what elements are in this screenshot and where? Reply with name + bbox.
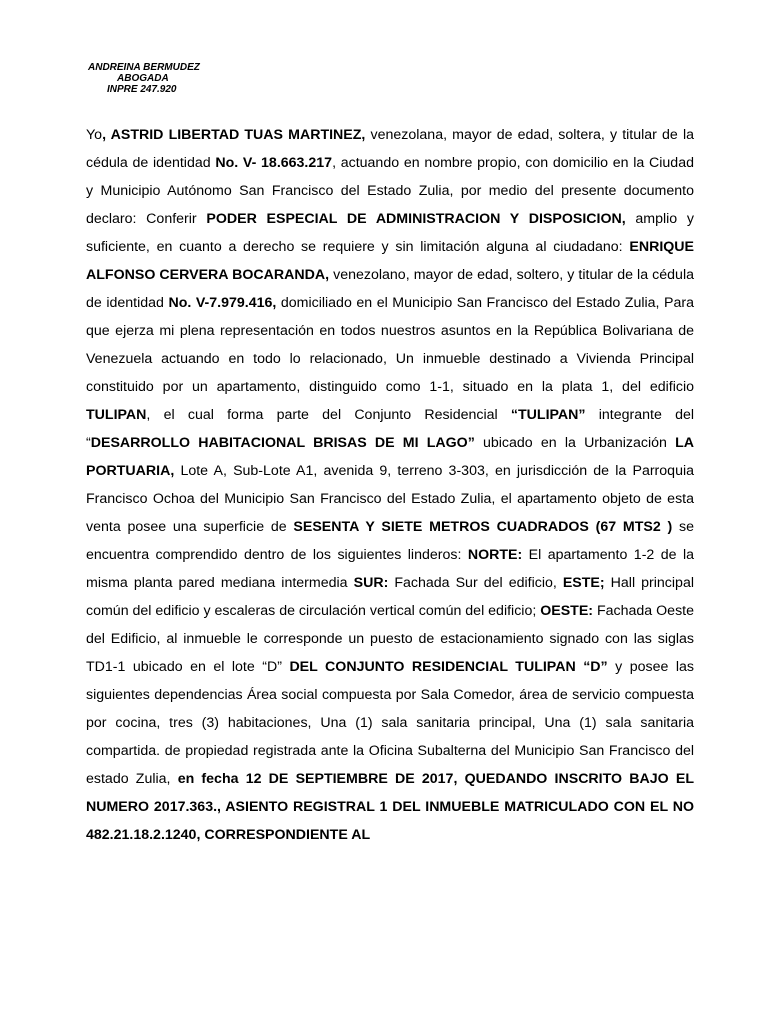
text-run-bold: No. V- 18.663.217 bbox=[215, 155, 333, 171]
text-run-bold: SESENTA Y SIETE METROS CUADRADOS (67 MTS2 ) bbox=[293, 519, 673, 535]
document-body bbox=[86, 121, 694, 849]
text-run-bold: DEL CONJUNTO RESIDENCIAL TULIPAN “D” bbox=[289, 659, 608, 675]
text-run-bold: TULIPAN bbox=[86, 407, 147, 423]
text-run-bold: LA PORTUARIA, bbox=[86, 435, 694, 479]
text-run-bold: ENRIQUE ALFONSO CERVERA BOCARANDA, bbox=[86, 239, 694, 283]
text-run-bold: ESTE; bbox=[562, 575, 605, 591]
lawyer-inpre: INPRE 247.920 bbox=[107, 84, 177, 95]
text-run: venezolano, mayor de edad, soltero, y titular de la cédula de identidad bbox=[86, 267, 694, 311]
text-run: Hall principal común del edificio y escaleras de circulación vertical común del edificio; bbox=[86, 575, 694, 619]
text-run: venezolana, mayor de edad, soltera, y titular de la cédula de identidad bbox=[86, 127, 694, 171]
text-run: Fachada Sur del edificio, bbox=[388, 575, 563, 591]
text-run-bold: “TULIPAN” bbox=[510, 407, 586, 423]
text-run: Yo bbox=[86, 127, 103, 143]
text-run-bold: OESTE: bbox=[540, 603, 594, 619]
text-run: ubicado en la Urbanización bbox=[474, 435, 676, 451]
text-run-bold: en fecha 12 DE SEPTIEMBRE DE 2017, QUEDANDO INSCRITO BAJO EL NUMERO 2017.363., ASIENTO REGISTRAL 1 DEL INMUEBLE MATRICULADO CON EL NO 482.21.18.2.1240, CORRESPONDIENTE AL bbox=[86, 771, 694, 843]
text-run-bold: SUR: bbox=[353, 575, 389, 591]
text-run-bold: No. V-7.979.416, bbox=[168, 295, 277, 311]
lawyer-name: ANDREINA BERMUDEZ bbox=[88, 62, 200, 73]
text-run: , el cual forma parte del Conjunto Residencial bbox=[146, 407, 511, 423]
text-run: , actuando en nombre propio, con domicilio en la Ciudad y Municipio Autónomo San Francisco del Estado Zulia, por medio del presente documento declaro: Conferir bbox=[86, 155, 694, 227]
text-run-bold: NORTE: bbox=[467, 547, 523, 563]
letterhead bbox=[80, 62, 200, 95]
text-run-bold: DESARROLLO HABITACIONAL BRISAS DE MI LAGO” bbox=[90, 435, 475, 451]
text-run: domiciliado en el Municipio San Francisco del Estado Zulia, Para que ejerza mi plena representación en todos nuestros asuntos en la República Bolivariana de Venezuela actuando en todo lo relacionado, Un inmueble destinado a Vivienda Principal constituido por un apartamento, distinguido como 1-1, situado en la plata 1, del edificio bbox=[86, 295, 694, 395]
text-run: Lote A, Sub-Lote A1, avenida 9, terreno 3-303, en jurisdicción de la Parroquia Francisco Ochoa del Municipio San Francisco del Estado Zulia, el apartamento objeto de esta venta posee una superficie de bbox=[86, 463, 694, 535]
text-run: y posee las siguientes dependencias Área social compuesta por Sala Comedor, área de servicio compuesta por cocina, tres (3) habitaciones, Una (1) sala sanitaria principal, Una (1) sala sanitaria compartida. de propiedad registrada ante la Oficina Subalterna del Municipio San Francisco del estado Zulia, bbox=[86, 659, 694, 787]
text-run: Fachada Oeste del Edificio, al inmueble le corresponde un puesto de estacionamiento signado con las siglas TD1-1 ubicado en el lote “D” bbox=[86, 603, 694, 675]
text-run: amplio y suficiente, en cuanto a derecho se requiere y sin limitación alguna al ciudadano: bbox=[86, 211, 694, 255]
text-run-bold: , ASTRID LIBERTAD TUAS MARTINEZ, bbox=[102, 127, 366, 143]
text-run: integrante del “ bbox=[86, 407, 695, 451]
text-run: se encuentra comprendido dentro de los siguientes linderos: bbox=[86, 519, 694, 563]
lawyer-title: ABOGADA bbox=[117, 73, 169, 84]
text-run-bold: PODER ESPECIAL DE ADMINISTRACION Y DISPOSICION, bbox=[206, 211, 626, 227]
text-run: El apartamento 1-2 de la misma planta pared mediana intermedia bbox=[86, 547, 694, 591]
